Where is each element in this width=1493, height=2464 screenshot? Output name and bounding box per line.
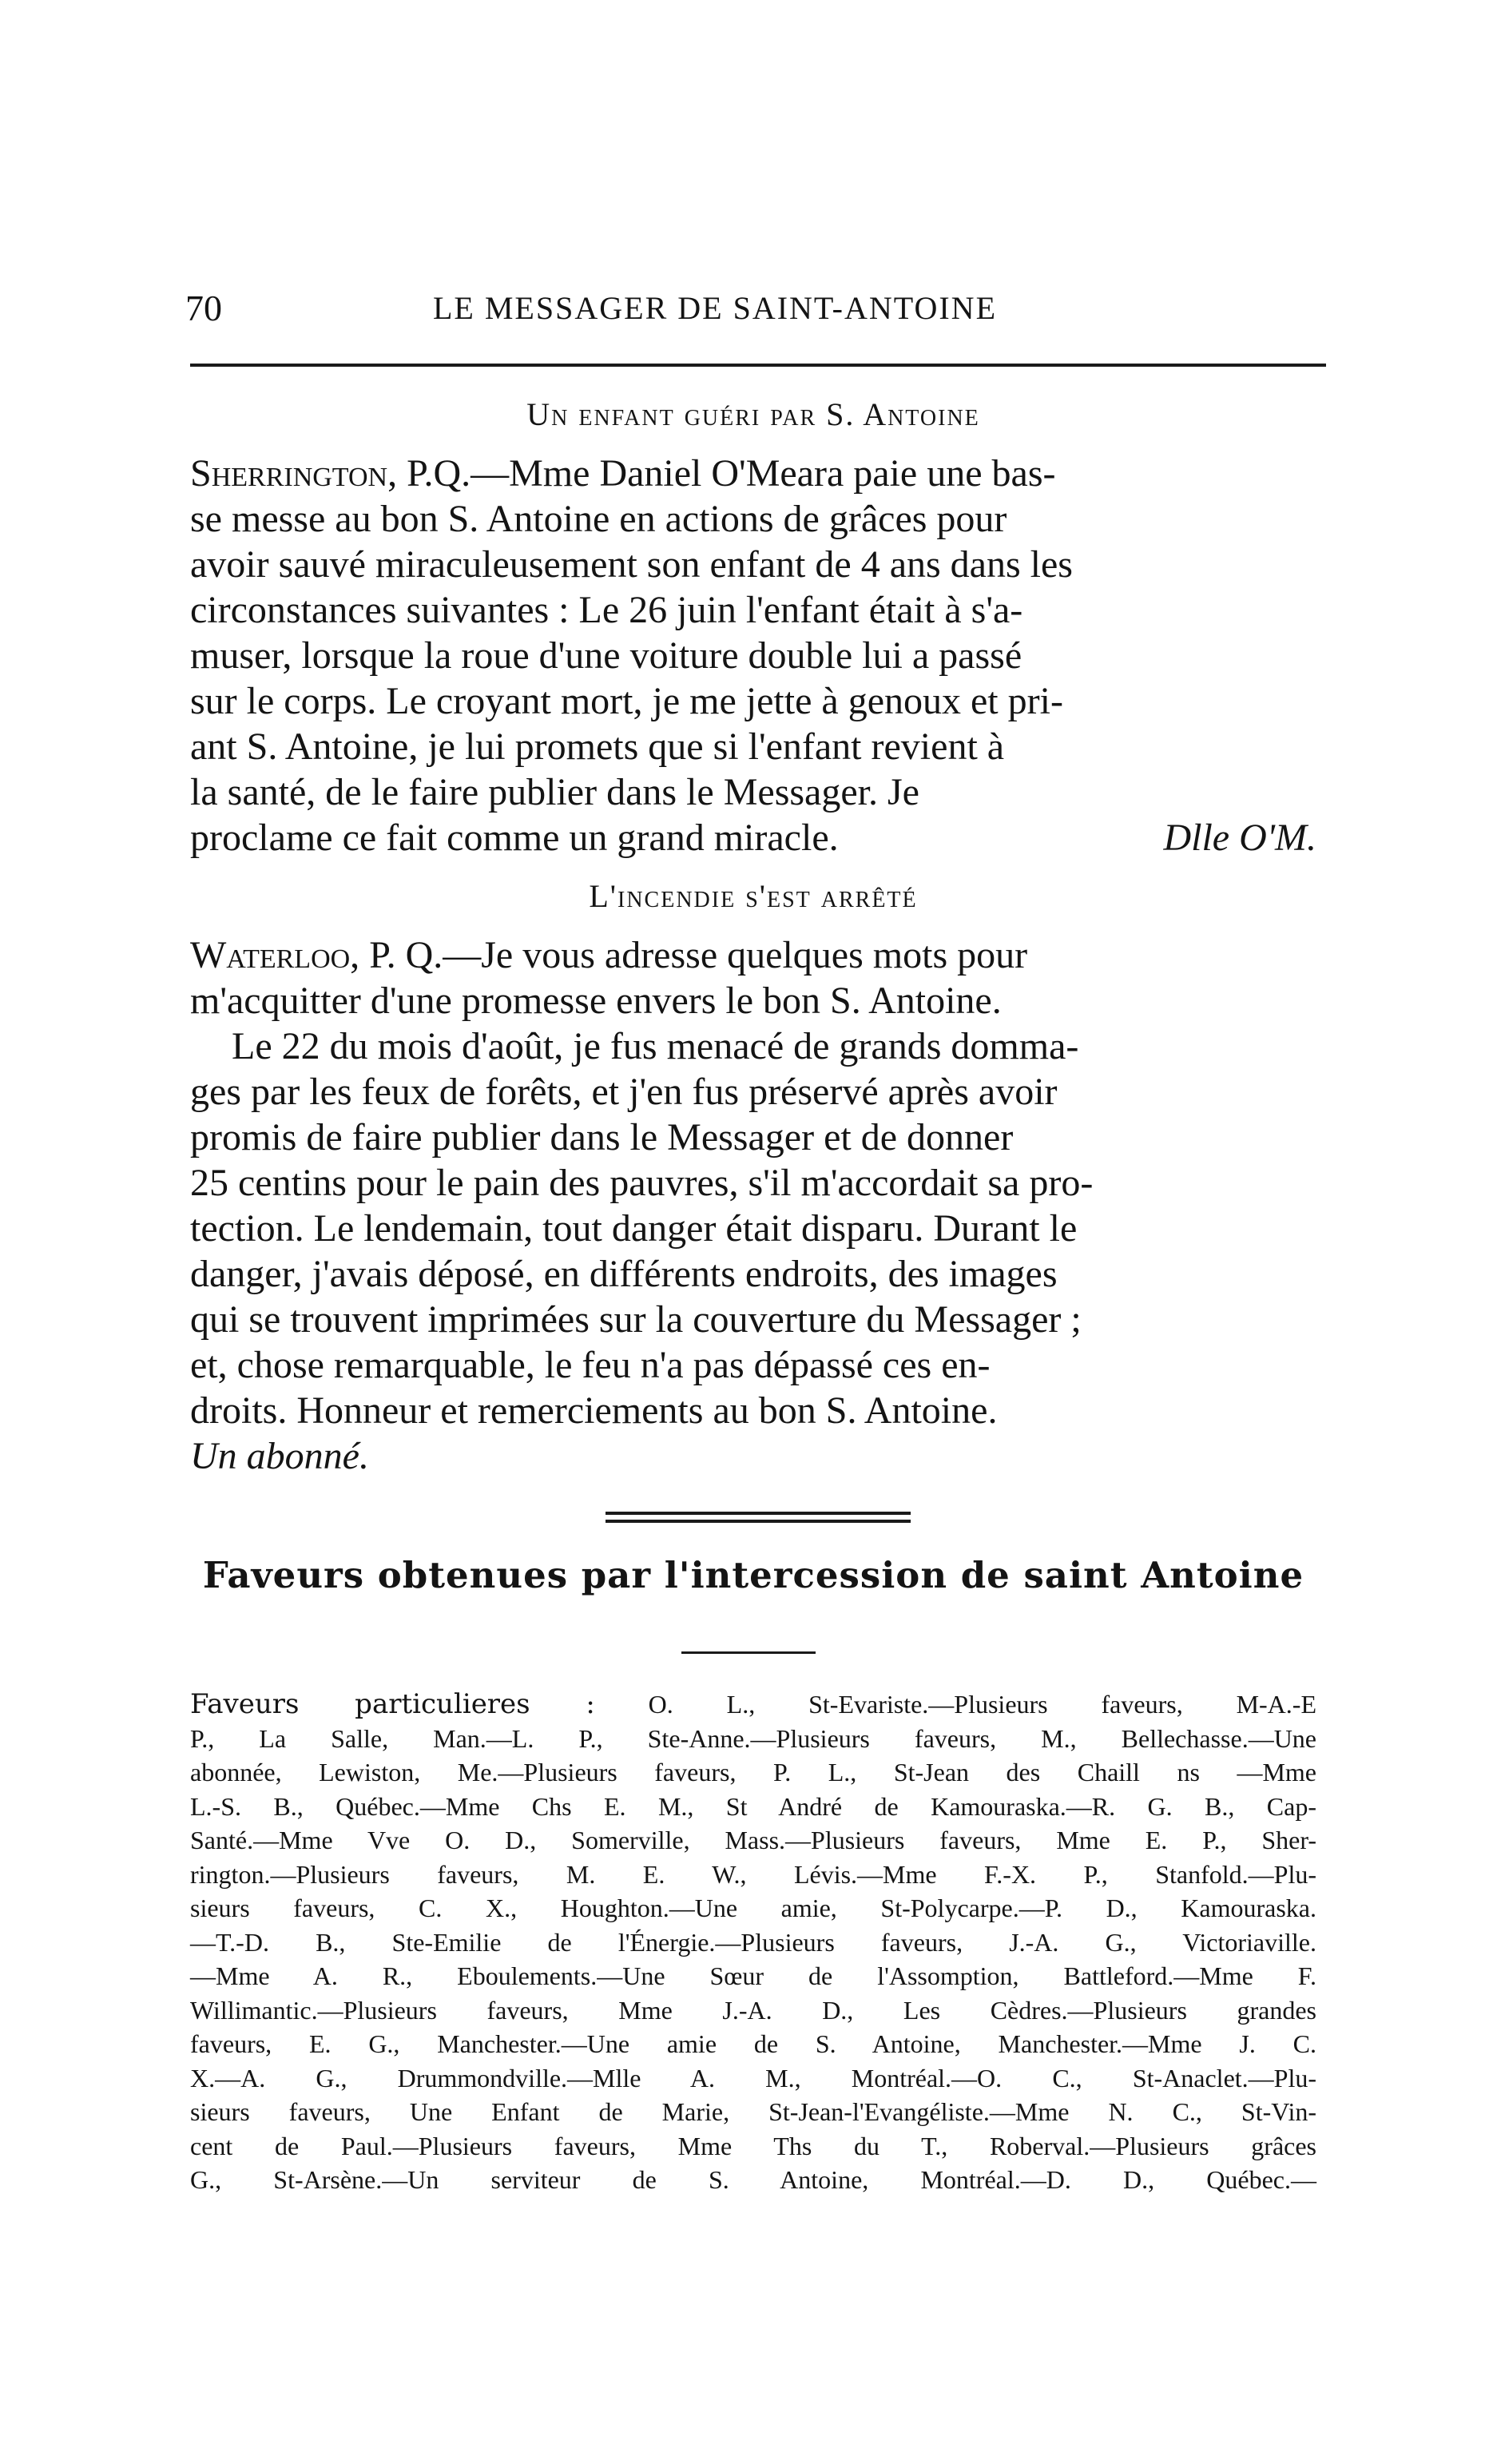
favours-line: sieurs faveurs, Une Enfant de Marie, St-Jean-l'Evangéliste.—Mme N. C., St-Vin- bbox=[190, 2097, 1316, 2126]
favours-line: G., St-Arsène.—Un serviteur de S. Antoine, Montréal.—D. D., Québec.— bbox=[190, 2165, 1316, 2194]
body-line: danger, j'avais déposé, en différents endroits, des images bbox=[190, 1253, 1058, 1295]
favours-lead: Faveurs particulieres : bbox=[190, 1688, 595, 1720]
body-line: m'acquitter d'une promesse envers le bon S. Antoine. bbox=[190, 980, 1002, 1022]
body-line: muser, lorsque la roue d'une voiture double lui a passé bbox=[190, 634, 1022, 677]
body-line: avoir sauvé miraculeusement son enfant de 4 ans dans les bbox=[190, 543, 1073, 586]
body-line: tection. Le lendemain, tout danger était disparu. Durant le bbox=[190, 1207, 1078, 1250]
signature: Un abonné. bbox=[190, 1435, 369, 1477]
article-paragraph bbox=[190, 1023, 1316, 1433]
body-line: et, chose remarquable, le feu n'a pas dépassé ces en- bbox=[190, 1344, 991, 1386]
favours-line: abonnée, Lewiston, Me.—Plusieurs faveurs, P. L., St-Jean des Chaill ns —Mme bbox=[190, 1758, 1316, 1786]
favours-line: Willimantic.—Plusieurs faveurs, Mme J.-A. D., Les Cèdres.—Plusieurs grandes bbox=[190, 1995, 1316, 2025]
body-line: la santé, de le faire publier dans le Messager. Je bbox=[190, 771, 919, 813]
running-header bbox=[185, 280, 1320, 336]
body-line: qui se trouvent imprimées sur la couverture du Messager ; bbox=[190, 1298, 1082, 1341]
signature: Dlle O'M. bbox=[1163, 817, 1316, 859]
article-title: Un enfant guéri par S. Antoine bbox=[526, 396, 980, 432]
heading-rule bbox=[681, 1651, 816, 1654]
body-line: P. Q.—Je vous adresse quelques mots pour bbox=[369, 934, 1028, 976]
body-line: ges par les feux de forêts, et j'en fus préservé après avoir bbox=[190, 1071, 1058, 1113]
body-line: P.Q.—Mme Daniel O'Meara paie une bas- bbox=[407, 452, 1056, 495]
body-line: promis de faire publier dans le Messager et de donner bbox=[190, 1116, 1014, 1158]
favours-line: P., La Salle, Man.—L. P., Ste-Anne.—Plusieurs faveurs, M., Bellechasse.—Une bbox=[190, 1723, 1316, 1753]
body-line: Le 22 du mois d'août, je fus menacé de grands domma- bbox=[232, 1025, 1079, 1067]
body-line: droits. Honneur et remerciements au bon S. Antoine. bbox=[190, 1389, 998, 1432]
body-line: ant S. Antoine, je lui promets que si l'enfant revient à bbox=[190, 725, 1005, 768]
article-child-healed bbox=[190, 395, 1316, 860]
body-line: sur le corps. Le croyant mort, je me jette à genoux et pri- bbox=[190, 680, 1063, 722]
favours-line: faveurs, E. G., Manchester.—Une amie de S. Antoine, Manchester.—Mme J. C. bbox=[190, 2029, 1316, 2058]
favours-text: O. L., St-Evariste.—Plusieurs faveurs, M-A.-E bbox=[648, 1690, 1316, 1719]
favours-line: rington.—Plusieurs faveurs, M. E. W., Lévis.—Mme F.-X. P., Stanfold.—Plu- bbox=[190, 1859, 1316, 1889]
article-fire-stopped bbox=[190, 877, 1316, 1479]
place-name: Sherrington, bbox=[190, 452, 398, 495]
favours-line bbox=[190, 1687, 1316, 1722]
page-number: 70 bbox=[185, 287, 222, 328]
favours-line: —Mme A. R., Eboulements.—Une Sœur de l'Assomption, Battleford.—Mme F. bbox=[190, 1961, 1316, 1990]
article-title: L'incendie s'est arrêté bbox=[589, 878, 918, 914]
favours-line: Santé.—Mme Vve O. D., Somerville, Mass.—Plusieurs faveurs, Mme E. P., Sher- bbox=[190, 1826, 1316, 1854]
article-body bbox=[190, 451, 1316, 860]
body-line: circonstances suivantes : Le 26 juin l'enfant était à s'a- bbox=[190, 589, 1023, 631]
favours-line: —T.-D. B., Ste-Emilie de l'Énergie.—Plusieurs faveurs, J.-A. G., Victoriaville. bbox=[190, 1927, 1316, 1957]
header-rule bbox=[190, 364, 1326, 367]
section-heading: Faveurs obtenues par l'intercession de saint Antoine bbox=[202, 1554, 1304, 1596]
favours-line: X.—A. G., Drummondville.—Mlle A. M., Montréal.—O. C., St-Anaclet.—Plu- bbox=[190, 2063, 1316, 2092]
place-name: Waterloo, bbox=[190, 934, 360, 976]
article-body bbox=[190, 932, 1316, 1479]
favours-line: cent de Paul.—Plusieurs faveurs, Mme Ths du T., Roberval.—Plusieurs grâces bbox=[190, 2131, 1316, 2160]
favours-list bbox=[190, 1687, 1316, 2197]
article-paragraph bbox=[190, 932, 1316, 1023]
body-line: se messe au bon S. Antoine en actions de grâces pour bbox=[190, 498, 1007, 540]
section-divider bbox=[606, 1512, 911, 1523]
running-title: LE MESSAGER DE SAINT-ANTOINE bbox=[433, 289, 997, 326]
body-line: 25 centins pour le pain des pauvres, s'il m'accordait sa pro- bbox=[190, 1162, 1094, 1204]
favours-line: sieurs faveurs, C. X., Houghton.—Une amie, St-Polycarpe.—P. D., Kamouraska. bbox=[190, 1894, 1316, 1922]
body-line: proclame ce fait comme un grand miracle. bbox=[190, 817, 839, 859]
favours-line: L.-S. B., Québec.—Mme Chs E. M., St André de Kamouraska.—R. G. B., Cap- bbox=[190, 1791, 1316, 1821]
article-paragraph bbox=[190, 451, 1316, 860]
